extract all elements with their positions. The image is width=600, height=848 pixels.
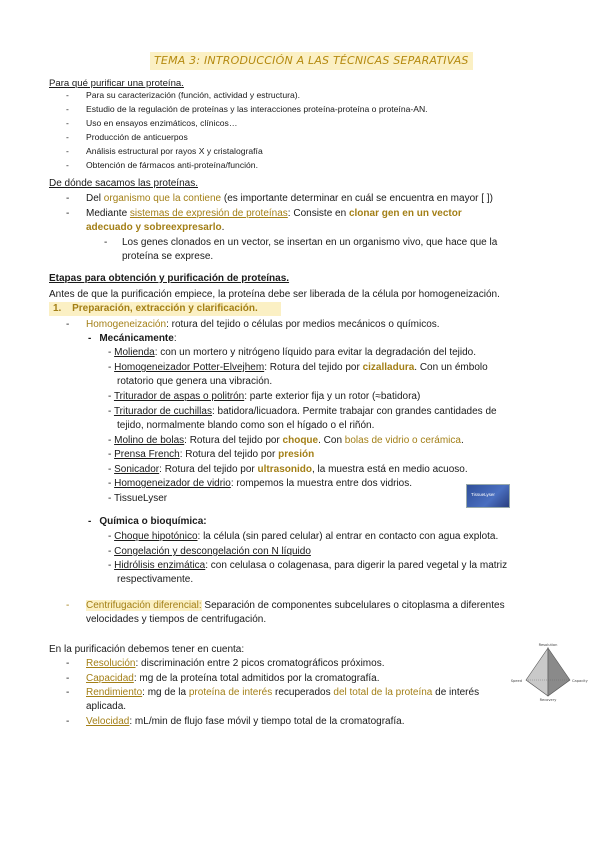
pyramid-right-face (548, 648, 570, 696)
list-item: - Homogeneizador Potter-Elvejhem: Rotura del tejido por cizalladura. Con un émbolo (108, 362, 488, 373)
list-item: - Prensa French: Rotura del tejido por presión (108, 449, 315, 460)
list-item: - Triturador de cuchillas: batidora/licuadora. Permite trabajar con grandes cantidades de (108, 406, 497, 417)
list-item-continuation: tejido, normalmente blando como son el hígado o el riñón. (117, 420, 375, 431)
list-item-continuation: adecuado y sobreexpresarlo. (86, 222, 225, 233)
homogenization-item: - Homogeneización: rotura del tejido o células por medios mecánicos o químicos. (66, 319, 440, 330)
section-heading-source: De dónde sacamos las proteínas. (49, 178, 198, 189)
list-item: - Velocidad: mL/min de flujo fase móvil y tiempo total de la cromatografía. (66, 716, 405, 727)
pyramid-label-left: Speed (510, 679, 522, 683)
list-item: - Rendimiento: mg de la proteína de interés recuperados del total de la proteína de interés (66, 687, 480, 698)
list-item-continuation: respectivamente. (117, 574, 194, 585)
pyramid-label-bottom: Recovery (539, 698, 557, 702)
list-item-continuation: rotatorio que genera una vibración. (117, 376, 273, 387)
pyramid-label-top: Resolution (538, 643, 558, 647)
list-item: - Homogeneizador de vidrio: rompemos la muestra entre dos vidrios. (108, 478, 413, 489)
tissuelyser-image: TissueLyser (466, 484, 510, 508)
sub-list-item-continuation: proteína se exprese. (122, 251, 214, 262)
list-item: - Molino de bolas: Rotura del tejido por choque. Con bolas de vidrio o cerámica. (108, 435, 464, 446)
list-item: - Producción de anticuerpos (66, 132, 188, 142)
list-item: - Molienda: con un mortero y nitrógeno líquido para evitar la degradación del tejido. (108, 347, 477, 358)
list-item: - Capacidad: mg de la proteína total admitidos por la cromatografía. (66, 673, 380, 684)
list-item: - Obtención de fármacos anti-proteína/función. (66, 160, 258, 170)
section-heading-why: Para qué purificar una proteína. (49, 78, 184, 89)
list-item: - TissueLyser (108, 493, 168, 504)
centrifugation-continuation: velocidades y tiempos de centrifugación. (86, 614, 267, 625)
list-item: - Hidrólisis enzimática: con celulasa o colagenasa, para digerir la pared vegetal y la matriz (108, 560, 508, 571)
list-item: - Mediante sistemas de expresión de proteínas: Consiste en clonar gen en un vector (66, 208, 462, 219)
list-item-continuation: aplicada. (86, 701, 127, 712)
list-item: - Estudio de la regulación de proteínas y las interacciones proteína-proteína o proteína-AN. (66, 104, 428, 114)
pyramid-label-right: Capacity (572, 679, 588, 683)
step-1-heading: 1. Preparación, extracción y clarificación. (49, 302, 281, 316)
sub-list-item: - Los genes clonados en un vector, se insertan en un organismo vivo, que hace que la (104, 237, 498, 248)
list-item: - Del organismo que la contiene (es importante determinar en cuál se encuentra en mayor [ ]) (66, 193, 493, 204)
list-item: - Para su caracterización (función, actividad y estructura). (66, 90, 300, 100)
criteria-intro: En la purificación debemos tener en cuenta: (49, 644, 245, 655)
mechanical-heading: - Mecánicamente: (88, 333, 177, 344)
list-item: - Congelación y descongelación con N líquido (108, 546, 311, 557)
purification-pyramid-diagram (510, 640, 586, 702)
section-heading-stages: Etapas para obtención y purificación de proteínas. (49, 273, 290, 284)
centrifugation-item: - Centrifugación diferencial: Separación de componentes subcelulares o citoplasma a diferentes (66, 600, 505, 611)
page-title: TEMA 3: INTRODUCCIÓN A LAS TÉCNICAS SEPARATIVAS (150, 52, 473, 70)
list-item: - Choque hipotónico: la célula (sin pared celular) al entrar en contacto con agua explota. (108, 531, 499, 542)
why-list (66, 88, 428, 172)
stages-intro: Antes de que la purificación empiece, la proteína debe ser liberada de la célula por homogeneización. (49, 289, 500, 300)
list-item: - Resolución: discriminación entre 2 picos cromatográficos próximos. (66, 658, 385, 669)
list-item: - Triturador de aspas o politrón: parte exterior fija y un rotor (≈batidora) (108, 391, 421, 402)
chemical-heading: - Química o bioquímica: (88, 516, 207, 527)
list-item: - Análisis estructural por rayos X y cristalografía (66, 146, 263, 156)
list-item: - Sonicador: Rotura del tejido por ultrasonido, la muestra está en medio acuoso. (108, 464, 468, 475)
pyramid-left-face (526, 648, 548, 696)
list-item: - Uso en ensayos enzimáticos, clínicos… (66, 118, 238, 128)
